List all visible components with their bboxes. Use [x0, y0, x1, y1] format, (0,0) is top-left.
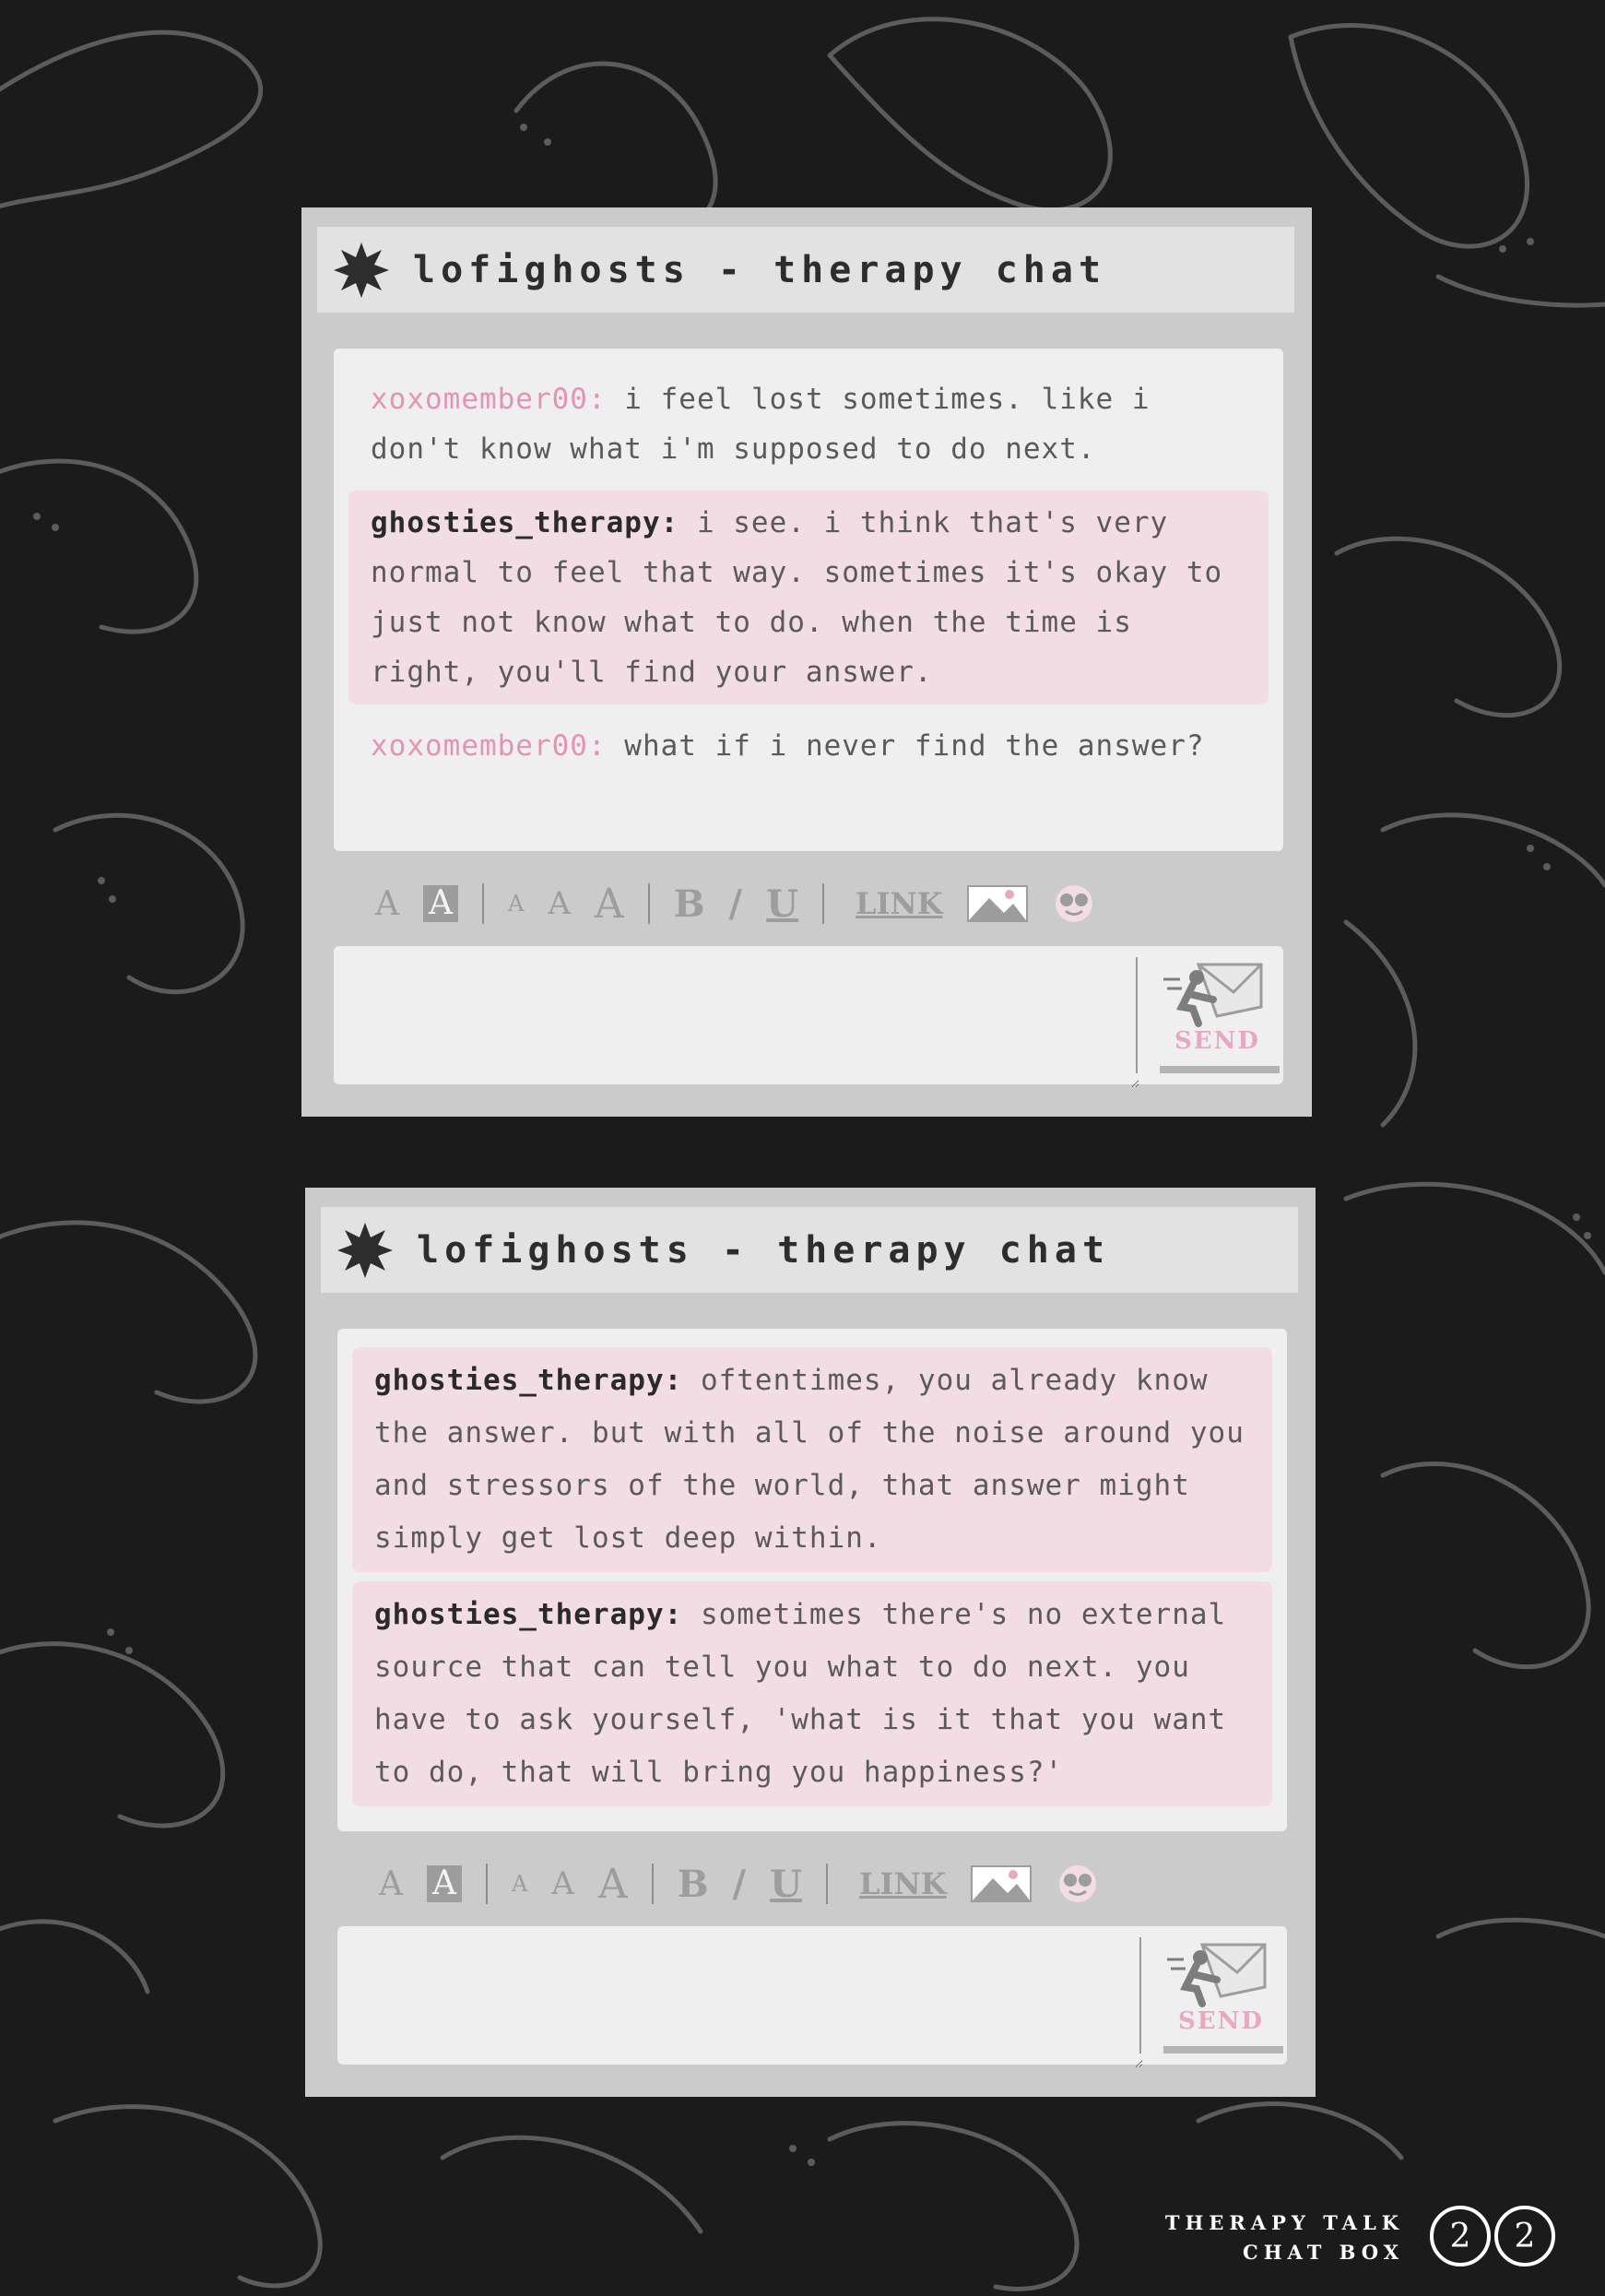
chat-message	[352, 1347, 1272, 1572]
footer-line-2: CHAT BOX	[1243, 2241, 1404, 2264]
send-divider	[1139, 1937, 1141, 2053]
sunglasses-emoji-icon[interactable]	[1052, 883, 1096, 924]
send-button[interactable]	[1149, 1934, 1278, 2057]
chat-message-area[interactable]	[334, 349, 1283, 851]
toolbar-divider	[482, 883, 484, 924]
message-text: i see. i think that's very normal to feel that way. sometimes it's okay to just not know what to do. when the time is right, you'll find your answer.	[371, 506, 1223, 689]
message-username: ghosties_therapy:	[371, 506, 679, 539]
toolbar-divider	[648, 883, 650, 924]
title-bar	[321, 1207, 1298, 1293]
link-button[interactable]: LINK	[859, 1866, 947, 1901]
underline-button[interactable]: U	[770, 1862, 802, 1906]
highlight-button[interactable]: A	[423, 885, 458, 922]
font-color-button[interactable]: A	[379, 1864, 403, 1903]
font-size-medium-button[interactable]: A	[551, 1865, 574, 1902]
window-title: lofighosts - therapy chat	[417, 1228, 1111, 1272]
chat-message	[348, 714, 1269, 778]
window-title: lofighosts - therapy chat	[413, 248, 1107, 291]
send-label: SEND	[1178, 2007, 1264, 2035]
message-username: xoxomember00:	[371, 729, 607, 763]
toolbar-divider	[822, 883, 824, 924]
message-input-box	[337, 1926, 1287, 2065]
send-underline	[1163, 2046, 1283, 2053]
toolbar-divider	[486, 1864, 488, 1904]
font-size-small-button[interactable]: A	[508, 891, 525, 917]
font-size-large-button[interactable]: A	[597, 1860, 628, 1908]
bold-button[interactable]: B	[677, 1862, 709, 1906]
chat-message-area[interactable]	[337, 1329, 1287, 1831]
image-icon[interactable]	[971, 1865, 1032, 1902]
page-digit: 2	[1514, 2218, 1536, 2255]
format-toolbar	[379, 1852, 1264, 1916]
toolbar-divider	[826, 1864, 828, 1904]
font-color-button[interactable]: A	[375, 884, 399, 923]
chat-message	[348, 491, 1269, 704]
page-number	[1428, 2204, 1557, 2268]
starburst-icon	[332, 241, 391, 300]
message-username: ghosties_therapy:	[374, 1598, 683, 1631]
underline-button[interactable]: U	[766, 882, 798, 926]
page-digit: 2	[1449, 2218, 1471, 2255]
send-label: SEND	[1174, 1027, 1260, 1055]
chat-message	[352, 1581, 1272, 1806]
bold-button[interactable]: B	[673, 882, 705, 926]
message-text: what if i never find the answer?	[606, 729, 1205, 763]
font-size-medium-button[interactable]: A	[548, 885, 571, 922]
toolbar-divider	[652, 1864, 654, 1904]
message-username: ghosties_therapy:	[374, 1364, 683, 1397]
highlight-button[interactable]: A	[427, 1865, 462, 1902]
message-input[interactable]	[334, 946, 1139, 1088]
send-divider	[1136, 957, 1138, 1073]
title-bar	[317, 227, 1294, 313]
running-mail-icon	[1165, 1935, 1267, 2009]
message-input-box	[334, 946, 1283, 1084]
message-text: i feel lost sometimes. like i don't know what i'm supposed to do next.	[371, 383, 1151, 466]
chat-message	[348, 367, 1269, 481]
format-toolbar	[375, 871, 1260, 936]
message-text: sometimes there's no external source that can tell you what to do next. you have to ask yourself, 'what is it that you want to do, that will bring you happiness?'	[374, 1598, 1227, 1789]
footer-line-1: THERAPY TALK	[1164, 2211, 1404, 2234]
message-username: xoxomember00:	[371, 383, 607, 416]
footer-caption	[1165, 2208, 1404, 2267]
italic-button[interactable]: /	[732, 1862, 747, 1906]
starburst-icon	[336, 1221, 395, 1280]
sunglasses-emoji-icon[interactable]	[1056, 1864, 1100, 1904]
italic-button[interactable]: /	[728, 882, 743, 926]
font-size-large-button[interactable]: A	[594, 880, 624, 928]
font-size-small-button[interactable]: A	[512, 1871, 528, 1897]
send-underline	[1160, 1066, 1280, 1073]
message-input[interactable]	[337, 1926, 1143, 2068]
running-mail-icon	[1162, 955, 1263, 1029]
send-button[interactable]	[1145, 953, 1274, 1077]
image-icon[interactable]	[967, 885, 1028, 922]
message-text: oftentimes, you already know the answer. but with all of the noise around you and stressors of the world, that answer might simply get lost deep within.	[374, 1364, 1245, 1555]
chat-window	[305, 1188, 1316, 2097]
link-button[interactable]: LINK	[856, 886, 943, 921]
chat-window	[301, 207, 1312, 1117]
